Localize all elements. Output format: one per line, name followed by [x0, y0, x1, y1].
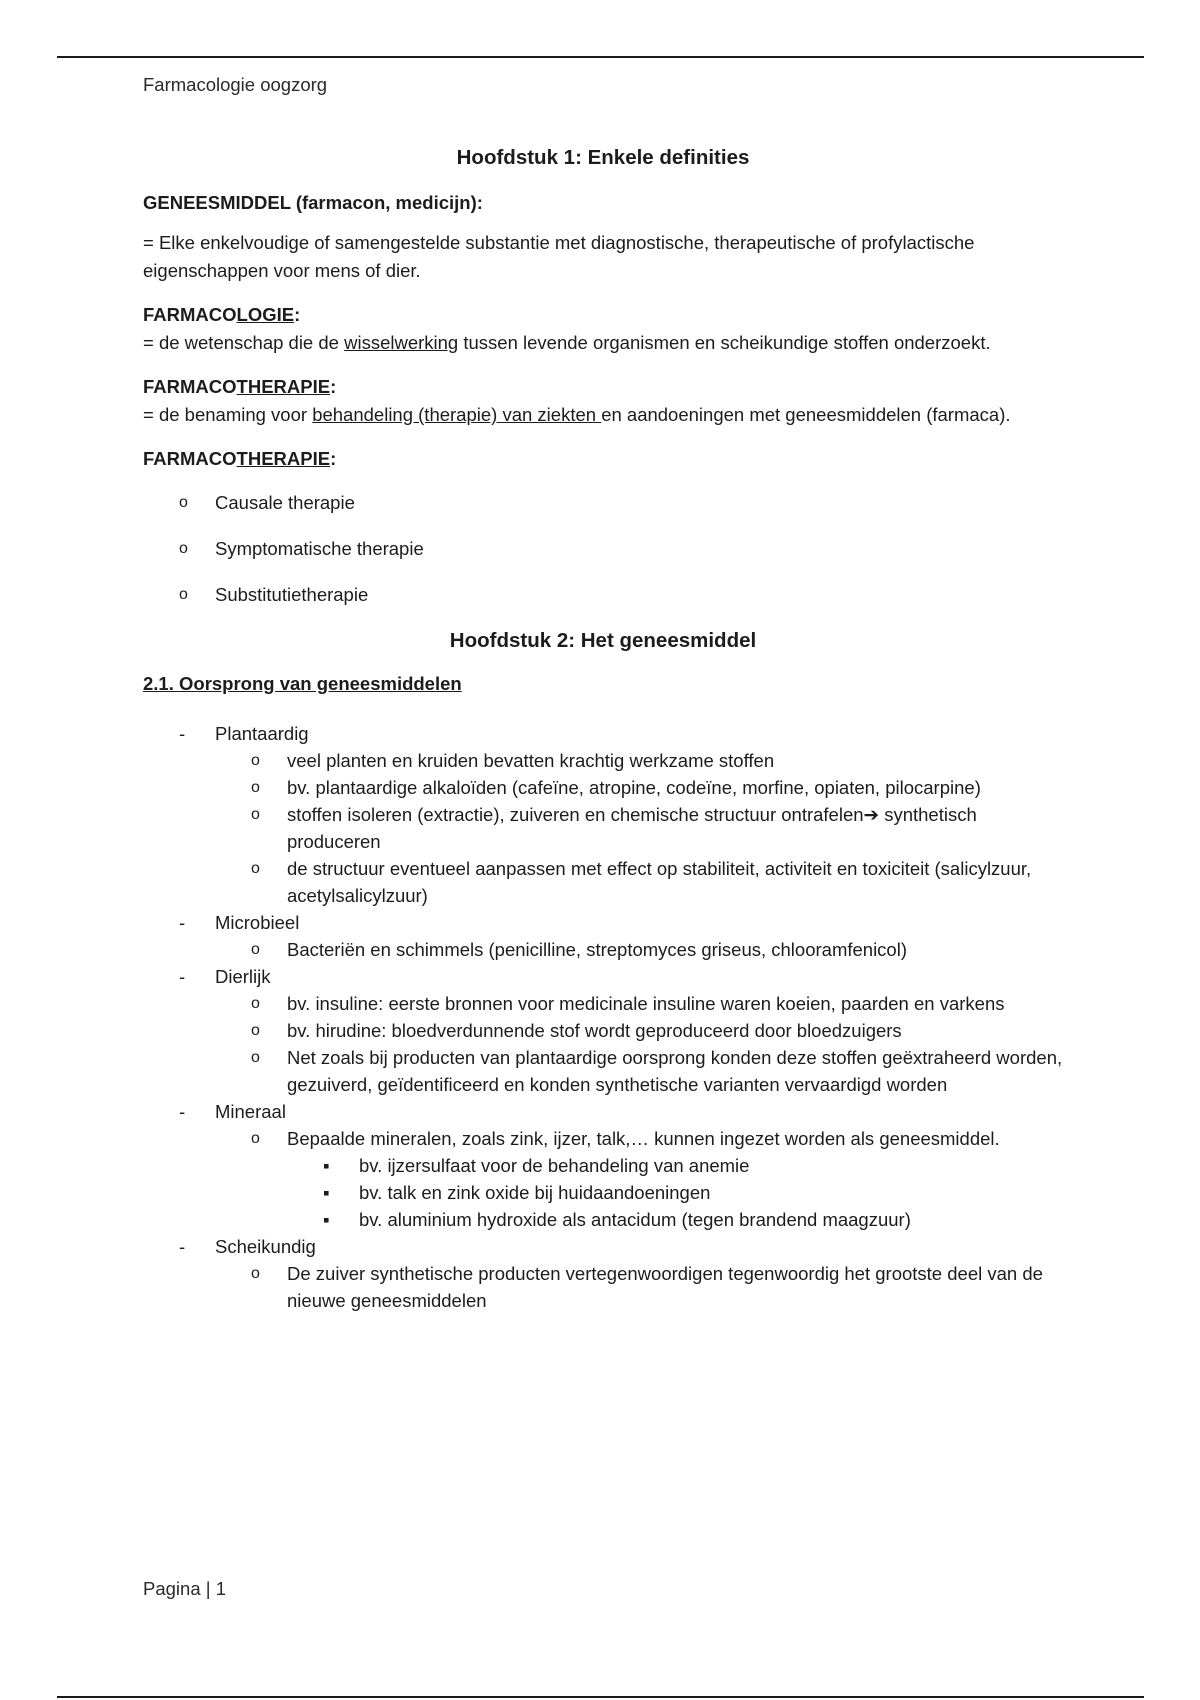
list-item: o bv. plantaardige alkaloïden (cafeïne, atropine, codeïne, morfine, opiaten, pilocarpine)	[287, 774, 1063, 801]
chapter2-title: Hoofdstuk 2: Het geneesmiddel	[449, 629, 757, 652]
list-item: o veel planten en kruiden bevatten krachtig werkzame stoffen	[287, 747, 1063, 774]
list-item: o stoffen isoleren (extractie), zuiveren en chemische structuur ontrafelen➔ synthetisch produceren	[287, 801, 1063, 855]
definition-farmacotherapie: = de benaming voor behandeling (therapie) van ziekten en aandoeningen met geneesmiddelen (farmaca).	[143, 404, 1011, 425]
term-farmacologie: FARMACOLOGIE:	[143, 304, 301, 325]
origin-microbieel: - Microbieel o Bacteriën en schimmels (penicilline, streptomyces griseus, chlooramfenicol)	[215, 909, 1063, 963]
document-body	[143, 143, 1063, 1314]
arrow-icon: ➔	[863, 804, 880, 825]
section-title: 2.1. Oorsprong van geneesmiddelen	[143, 673, 462, 694]
list-item: ▪ bv. ijzersulfaat voor de behandeling van anemie	[359, 1152, 1063, 1179]
list-item: o de structuur eventueel aanpassen met effect op stabiliteit, activiteit en toxiciteit (salicylzuur, acetylsalicylzuur)	[287, 855, 1063, 909]
list-item: o Net zoals bij producten van plantaardige oorsprong konden deze stoffen geëxtraheerd worden, gezuiverd, geïdentificeerd en konden synthetische varianten vervaardigd worden	[287, 1044, 1063, 1098]
bottom-rule	[57, 1696, 1144, 1698]
page-footer: Pagina | 1	[143, 1578, 226, 1599]
term-farmacotherapie-types: FARMACOTHERAPIE:	[143, 448, 337, 469]
top-rule	[57, 56, 1144, 58]
list-item: o Bepaalde mineralen, zoals zink, ijzer, talk,… kunnen ingezet worden als geneesmiddel. ▪ bv. ijzersulfaat voor de behandeling van anemie ▪ bv. talk en zink oxide bij huidaandoeningen ▪ bv. aluminium hydroxide als antacidum (tegen brandend maagzuur)	[287, 1125, 1063, 1233]
origin-scheikundig: - Scheikundig o De zuiver synthetische producten vertegenwoordigen tegenwoordig het grootste deel van de nieuwe geneesmiddelen	[215, 1233, 1063, 1314]
chapter1-title: Hoofdstuk 1: Enkele definities	[456, 146, 750, 169]
list-item: o Bacteriën en schimmels (penicilline, streptomyces griseus, chlooramfenicol)	[287, 936, 1063, 963]
definition-geneesmiddel: = Elke enkelvoudige of samengestelde substantie met diagnostische, therapeutische of profylactische eigenschappen voor mens of dier.	[143, 232, 975, 281]
therapy-types-list	[215, 489, 1063, 608]
list-item: o Causale therapie	[215, 489, 1063, 516]
definition-farmacologie: = de wetenschap die de wisselwerking tussen levende organismen en scheikundige stoffen onderzoekt.	[143, 332, 991, 353]
page-header: Farmacologie oogzorg	[143, 74, 328, 95]
term-geneesmiddel: GENEESMIDDEL (farmacon, medicijn):	[143, 192, 483, 213]
list-item: o Symptomatische therapie	[215, 535, 1063, 562]
origin-mineraal: - Mineraal o Bepaalde mineralen, zoals zink, ijzer, talk,… kunnen ingezet worden als geneesmiddel. ▪ bv. ijzersulfaat voor de behandeling van anemie ▪ bv. talk en zink oxide bij huidaandoeningen ▪ bv. aluminium hydroxide als antacidum (tegen brandend maagzuur)	[215, 1098, 1063, 1233]
origin-dierlijk: - Dierlijk o bv. insuline: eerste bronnen voor medicinale insuline waren koeien, paarden en varkens o bv. hirudine: bloedverdunnende stof wordt geproduceerd door bloedzuigers o Net zoals bij producten van plantaardige oorsprong konden deze stoffen geëxtraheerd worden, gezuiverd, geïdentificeerd en konden synthetische varianten vervaardigd worden	[215, 963, 1063, 1098]
origin-plantaardig: - Plantaardig o veel planten en kruiden bevatten krachtig werkzame stoffen o bv. plantaardige alkaloïden (cafeïne, atropine, codeïne, morfine, opiaten, pilocarpine) o stoffen isoleren (extractie), zuiveren en chemische structuur ontrafelen➔ synthetisch produceren o de structuur eventueel aanpassen met effect op stabiliteit, activiteit en toxiciteit (salicylzuur, acetylsalicylzuur)	[215, 720, 1063, 909]
list-item: o Substitutietherapie	[215, 581, 1063, 608]
list-item: ▪ bv. aluminium hydroxide als antacidum (tegen brandend maagzuur)	[359, 1206, 1063, 1233]
list-item: ▪ bv. talk en zink oxide bij huidaandoeningen	[359, 1179, 1063, 1206]
list-item: o De zuiver synthetische producten vertegenwoordigen tegenwoordig het grootste deel van de nieuwe geneesmiddelen	[287, 1260, 1063, 1314]
list-item: o bv. hirudine: bloedverdunnende stof wordt geproduceerd door bloedzuigers	[287, 1017, 1063, 1044]
term-farmacotherapie: FARMACOTHERAPIE:	[143, 376, 337, 397]
list-item: o bv. insuline: eerste bronnen voor medicinale insuline waren koeien, paarden en varkens	[287, 990, 1063, 1017]
origin-list	[215, 720, 1063, 1314]
